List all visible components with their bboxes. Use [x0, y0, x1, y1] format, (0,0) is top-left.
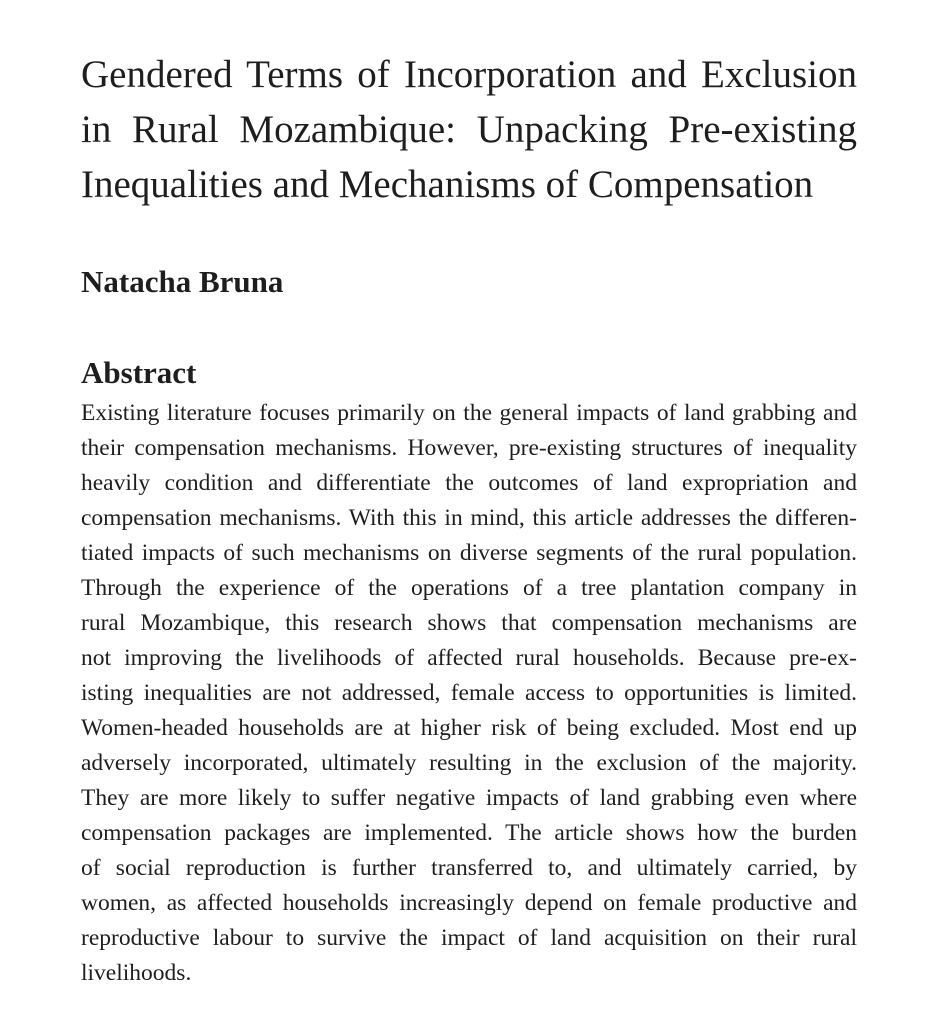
abstract-line: of social reproduction is further transferred to, and ultimately carried, by: [81, 855, 857, 881]
abstract-line: They are more likely to suffer negative impacts of land grabbing even where: [81, 785, 857, 811]
abstract-heading: Abstract: [81, 355, 197, 390]
article-title-line: in Rural Mozambique: Unpacking Pre-existing: [81, 108, 857, 151]
abstract-line: isting inequalities are not addressed, female access to opportunities is limited.: [81, 680, 857, 706]
abstract-line: rural Mozambique, this research shows that compensation mechanisms are: [81, 610, 857, 636]
article-title: [81, 47, 857, 212]
abstract-line: reproductive labour to survive the impact of land acquisition on their rural: [81, 925, 857, 951]
article-title-line: Inequalities and Mechanisms of Compensation: [81, 163, 814, 206]
abstract-line: compensation mechanisms. With this in mind, this article addresses the differen-: [81, 505, 857, 531]
abstract-line: heavily condition and differentiate the outcomes of land expropriation and: [81, 470, 857, 496]
abstract-line: not improving the livelihoods of affected rural households. Because pre-ex-: [81, 645, 857, 671]
abstract-text: [81, 396, 857, 991]
abstract-line: Women-headed households are at higher risk of being excluded. Most end up: [81, 715, 857, 741]
abstract-line: tiated impacts of such mechanisms on diverse segments of the rural population.: [81, 540, 857, 566]
page-content: [81, 0, 857, 991]
abstract-line: compensation packages are implemented. The article shows how the burden: [81, 820, 857, 846]
abstract-line: adversely incorporated, ultimately resulting in the exclusion of the majority.: [81, 750, 857, 776]
article-title-line: Gendered Terms of Incorporation and Exclusion: [81, 53, 857, 96]
abstract-line: women, as affected households increasingly depend on female productive and: [81, 890, 857, 916]
abstract-line: their compensation mechanisms. However, pre-existing structures of inequality: [81, 435, 857, 461]
abstract-line: Through the experience of the operations of a tree plantation company in: [81, 575, 857, 601]
abstract-line: livelihoods.: [81, 960, 192, 986]
abstract-line: Existing literature focuses primarily on the general impacts of land grabbing and: [81, 400, 857, 426]
author-name: Natacha Bruna: [81, 264, 284, 299]
